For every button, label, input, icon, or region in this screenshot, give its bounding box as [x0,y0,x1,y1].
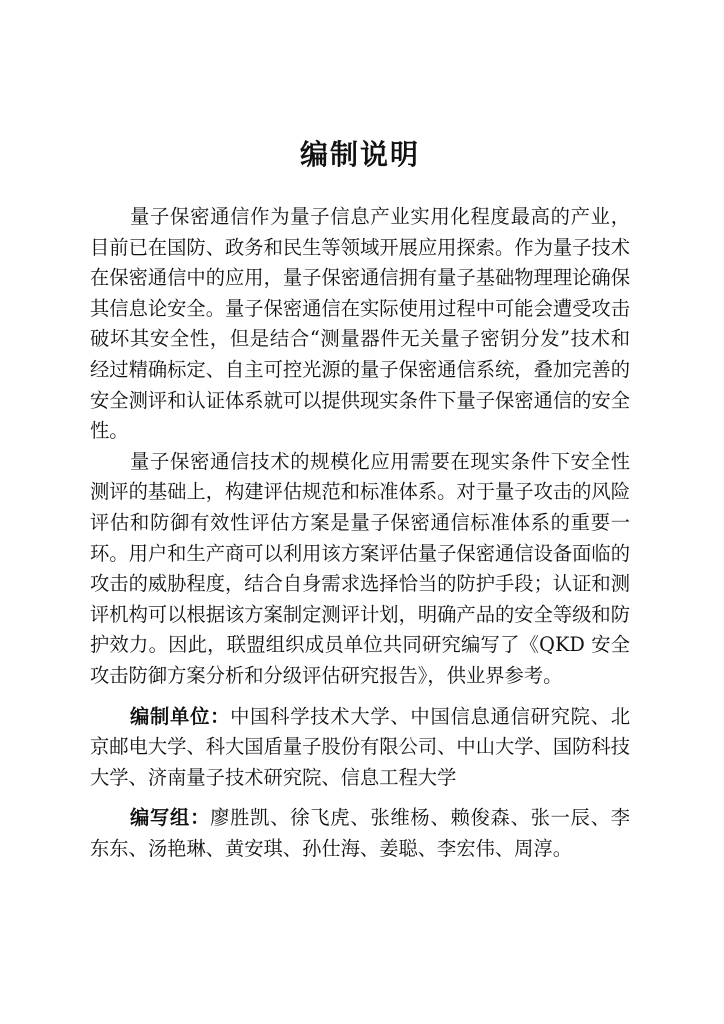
author-group-label: 编写组： [130,806,211,830]
compiling-units-label: 编制单位： [130,704,231,728]
intro-paragraph-1: 量子保密通信作为量子信息产业实用化程度最高的产业，目前已在国防、政务和民生等领域开展应用探索。作为量子技术在保密通信中的应用，量子保密通信拥有量子基础物理理论确保其信息论安全。量子保密通信在实际使用过程中可能会遭受攻击破坏其安全性，但是结合“测量器件无关量子密钥分发”技术和经过精确标定、自主可控光源的量子保密通信系统，叠加完善的安全测评和认证体系就可以提供现实条件下量子保密通信的安全性。 [90,205,630,443]
author-group-text: 廖胜凯、徐飞虎、张维杨、赖俊森、张一辰、李东东、汤艳琳、黄安琪、孙仕海、姜聪、李宏伟、周淳。 [90,806,631,860]
author-group [90,803,630,864]
compiling-units [90,702,630,794]
document-body [90,202,630,864]
page-title: 编制说明 [299,138,420,171]
compiling-units-text: 中国科学技术大学、中国信息通信研究院、北京邮电大学、科大国盾量子股份有限公司、中山大学、国防科技大学、济南量子技术研究院、信息工程大学 [90,704,631,789]
intro-paragraph-2: 量子保密通信技术的规模化应用需要在现实条件下安全性测评的基础上，构建评估规范和标准体系。对于量子攻击的风险评估和防御有效性评估方案是量子保密通信标准体系的重要一环。用户和生产商可以利用该方案评估量子保密通信设备面临的攻击的威胁程度，结合自身需求选择恰当的防护手段；认证和测评机构可以根据该方案制定测评计划，明确产品的安全等级和防护效力。因此，联盟组织成员单位共同研究编写了《QKD 安全攻击防御方案分析和分级评估研究报告》，供业界参考。 [90,449,630,687]
